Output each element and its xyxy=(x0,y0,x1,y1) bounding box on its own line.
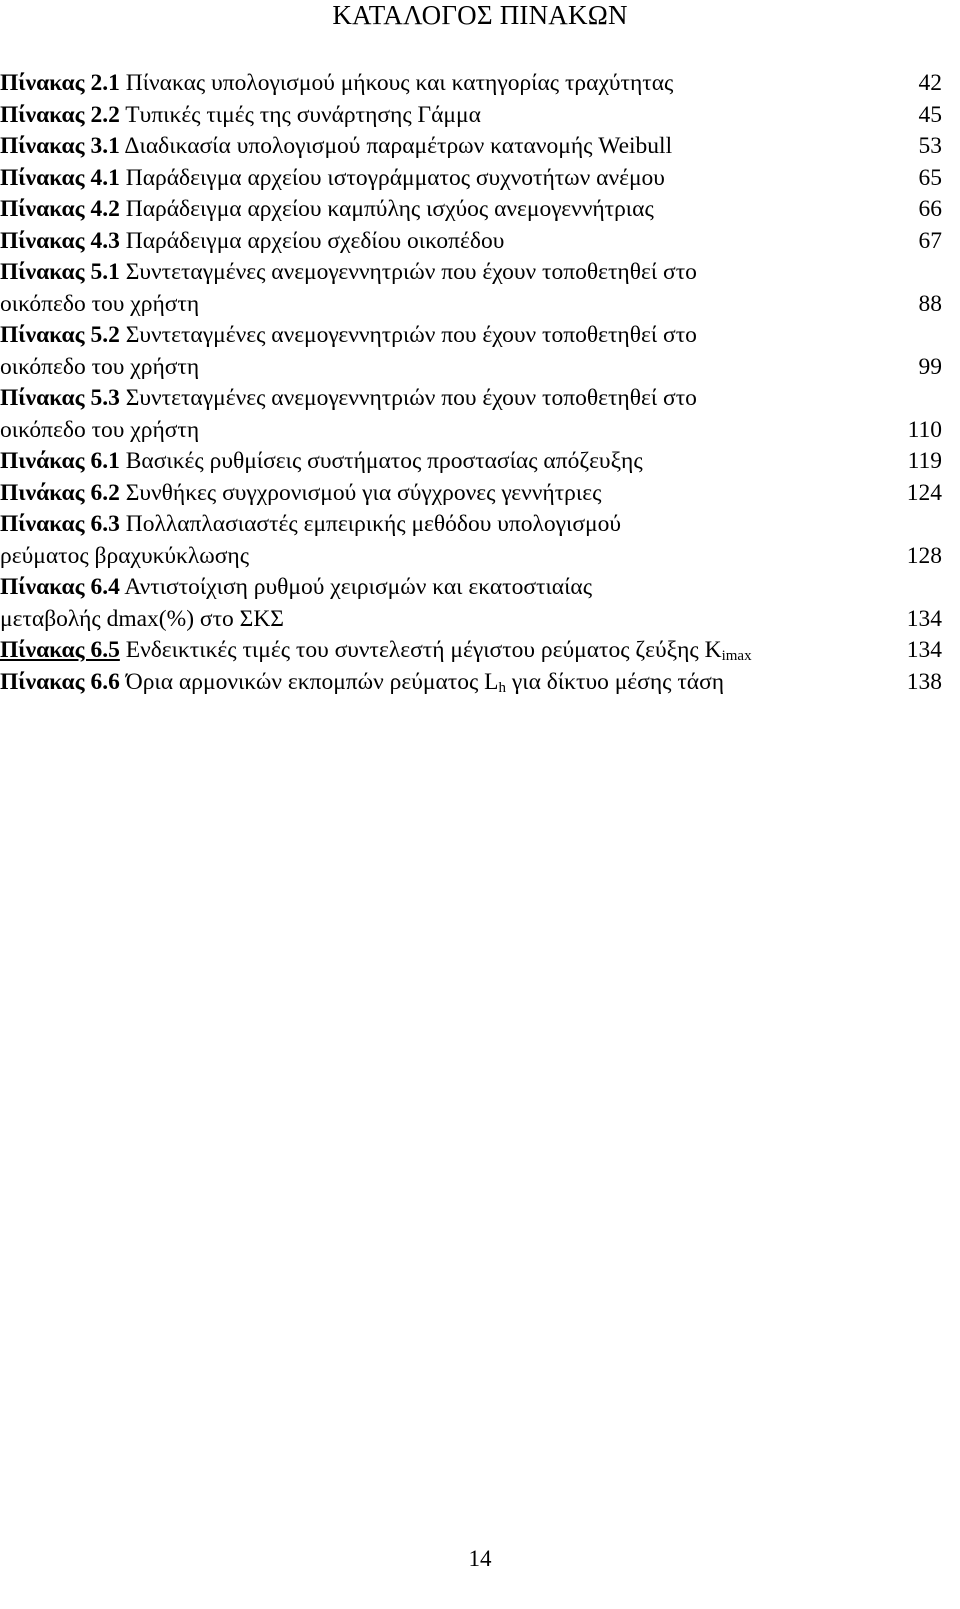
entry-page: 42 xyxy=(918,70,942,96)
entry-page: 134 xyxy=(906,637,942,663)
toc-entry[interactable] xyxy=(0,383,942,446)
toc-entry[interactable] xyxy=(0,446,942,478)
entry-title: Παράδειγμα αρχείου ιστογράμματος συχνοτήτων ανέμου xyxy=(119,164,665,191)
toc-entry[interactable] xyxy=(0,509,942,572)
entry-title-continued: οικόπεδο του χρήστη xyxy=(0,353,200,380)
entry-title-continued: ρεύματος βραχυκύκλωσης xyxy=(0,542,250,569)
entry-title-subscript: imax xyxy=(721,648,752,664)
entry-label: Πίνακας 2.1 xyxy=(0,70,120,96)
entry-title: Πίνακας υπολογισμού μήκους και κατηγορίας τραχύτητας xyxy=(119,70,674,96)
entry-page: 128 xyxy=(906,542,942,569)
entry-label: Πίνακας 3.1 xyxy=(0,133,120,159)
toc-entry[interactable] xyxy=(0,131,942,163)
toc-entry[interactable] xyxy=(0,478,942,510)
entry-title-continued: μεταβολής dmax(%) στο ΣΚΣ xyxy=(0,605,284,632)
entry-title-continued: οικόπεδο του χρήστη xyxy=(0,416,200,443)
entry-title: Συντεταγμένες ανεμογεννητριών που έχουν τοποθετηθεί στο xyxy=(119,259,697,285)
entry-label: Πίνακας 2.2 xyxy=(0,101,120,128)
entry-page: 67 xyxy=(918,227,942,254)
entry-label: Πίνακας 6.6 xyxy=(0,668,120,695)
toc-entry[interactable] xyxy=(0,667,942,699)
entry-label: Πινάκας 6.2 xyxy=(0,479,120,506)
entry-title-subscript: h xyxy=(498,679,506,696)
entry-title: Διαδικασία υπολογισμού παραμέτρων κατανομής Weibull xyxy=(119,133,673,159)
entry-page: 53 xyxy=(918,133,942,159)
entry-title-continued: οικόπεδο του χρήστη xyxy=(0,290,200,317)
page-number: 14 xyxy=(468,1546,492,1571)
toc-entry[interactable] xyxy=(0,572,942,635)
toc-entry[interactable] xyxy=(0,226,942,258)
entry-page: 138 xyxy=(906,668,942,695)
toc-entry[interactable] xyxy=(0,163,942,195)
toc-entry[interactable] xyxy=(0,68,942,100)
entry-title: Συντεταγμένες ανεμογεννητριών που έχουν τοποθετηθεί στο xyxy=(119,322,697,348)
entry-page: 99 xyxy=(918,353,942,380)
entry-title: Συντεταγμένες ανεμογεννητριών που έχουν τοποθετηθεί στο xyxy=(119,385,697,411)
table-of-tables xyxy=(0,68,942,698)
entry-title: Βασικές ρυθμίσεις συστήματος προστασίας απόζευξης xyxy=(119,448,643,474)
entry-title: Παράδειγμα αρχείου καμπύλης ισχύος ανεμογεννήτριας xyxy=(119,196,654,222)
page-title: ΚΑΤΑΛΟΓΟΣ ΠΙΝΑΚΩΝ xyxy=(332,0,628,30)
entry-page: 119 xyxy=(907,448,942,474)
entry-label: Πίνακας 4.3 xyxy=(0,227,120,254)
toc-entry[interactable] xyxy=(0,320,942,383)
entry-page: 134 xyxy=(906,605,942,632)
entry-label: Πίνακας 6.5 xyxy=(0,637,120,663)
entry-title: Τυπικές τιμές της συνάρτησης Γάμμα xyxy=(119,101,481,128)
entry-label: Πίνακας 4.2 xyxy=(0,196,120,222)
entry-page: 124 xyxy=(906,479,942,506)
entry-label: Πινάκας 6.1 xyxy=(0,448,120,474)
entry-title: Παράδειγμα αρχείου σχεδίου οικοπέδου xyxy=(119,227,505,254)
entry-label: Πίνακας 5.3 xyxy=(0,385,120,411)
toc-entry[interactable] xyxy=(0,194,942,226)
entry-page: 88 xyxy=(918,290,942,317)
toc-entry[interactable] xyxy=(0,100,942,132)
entry-page: 110 xyxy=(907,416,942,443)
toc-entry[interactable] xyxy=(0,635,942,667)
entry-label: Πίνακας 5.2 xyxy=(0,322,120,348)
entry-label: Πίνακας 6.4 xyxy=(0,574,120,600)
entry-page: 66 xyxy=(918,196,942,222)
entry-title: Συνθήκες συγχρονισμού για σύγχρονες γεννήτριες xyxy=(119,479,602,506)
entry-title: Πολλαπλασιαστές εμπειρικής μεθόδου υπολογισμού xyxy=(119,511,622,537)
entry-title: Όρια αρμονικών εκπομπών ρεύματος L xyxy=(119,668,499,695)
entry-label: Πίνακας 4.1 xyxy=(0,164,120,191)
entry-page: 45 xyxy=(918,101,942,128)
entry-label: Πίνακας 5.1 xyxy=(0,259,120,285)
toc-entry[interactable] xyxy=(0,257,942,320)
entry-label: Πίνακας 6.3 xyxy=(0,511,120,537)
entry-title: Αντιστοίχιση ρυθμού χειρισμών και εκατοστιαίας xyxy=(119,574,593,600)
entry-title: Ενδεικτικές τιμές του συντελεστή μέγιστου ρεύματος ζεύξης K xyxy=(119,637,722,663)
entry-title-tail: για δίκτυο μέσης τάση xyxy=(506,668,725,695)
entry-page: 65 xyxy=(918,164,942,191)
